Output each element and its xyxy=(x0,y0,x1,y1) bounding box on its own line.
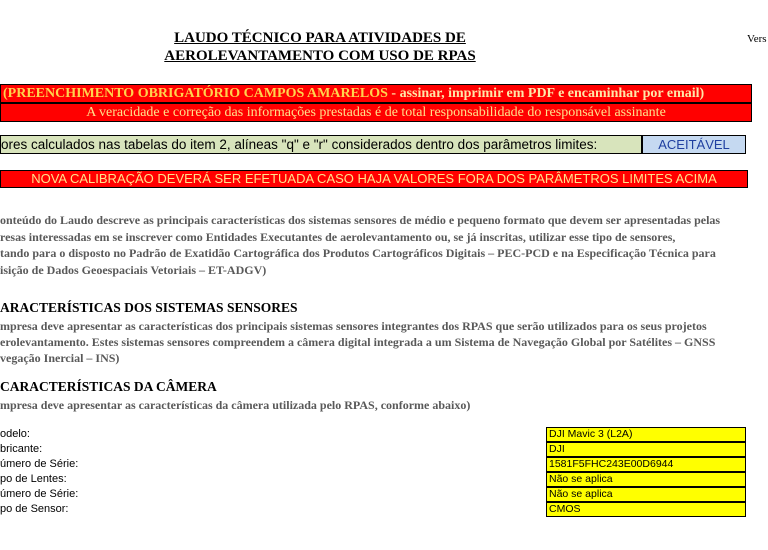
section2-heading: CARACTERÍSTICAS DA CÂMERA xyxy=(0,379,217,394)
camera-serial-input[interactable]: 1581F5FHC243E00D6944 xyxy=(546,457,746,472)
intro-line-3: tando para o disposto no Padrão de Exatidão Cartográfica dos Produtos Cartográficos Digitais – PEC-PCD e na Especificação Técnica para xyxy=(0,246,716,260)
section2-line-1: mpresa deve apresentar as características da câmera utilizada pelo RPAS, conforme abaixo) xyxy=(0,398,471,412)
document-title-line1: LAUDO TÉCNICO PARA ATIVIDADES DE xyxy=(174,30,466,46)
responsibility-notice: A veracidade e correção das informações prestadas é de total responsabilidade do responsável assinante xyxy=(0,103,752,122)
section1-heading: ARACTERÍSTICAS DOS SISTEMAS SENSORES xyxy=(0,300,298,315)
camera-model-label: odelo: xyxy=(0,428,30,440)
camera-manufacturer-label: bricante: xyxy=(0,443,43,455)
mandatory-notice-part1: (PREENCHIMENTO OBRIGATÓRIO CAMPOS AMARELOS xyxy=(3,86,388,101)
intro-line-1: onteúdo do Laudo descreve as principais características dos sistemas sensores de médio e pequeno formato que devem ser apresentadas pelas xyxy=(0,213,721,227)
mandatory-notice-part2: - assinar, imprimir em PDF e encaminhar por email) xyxy=(387,86,705,101)
section1-line-3: vegação Inercial – INS) xyxy=(0,351,120,365)
mandatory-fields-notice xyxy=(0,84,752,103)
section1-line-1: mpresa deve apresentar as características dos principais sistemas sensores integrantes dos RPAS que serão utilizados para os seus projetos xyxy=(0,319,707,333)
section1-line-2: erolevantamento. Estes sistemas sensores compreendem a câmera digital integrada a um Sistema de Navegação Global por Satélites – GNSS xyxy=(0,335,716,349)
version-label: Vers xyxy=(747,33,767,45)
values-status-cell[interactable]: ACEITÁVEL xyxy=(642,135,746,154)
camera-model-input[interactable]: DJI Mavic 3 (L2A) xyxy=(546,427,746,442)
intro-line-4: isição de Dados Geoespaciais Vetoriais – ET-ADGV) xyxy=(0,263,267,277)
values-check-label: ores calculados nas tabelas do item 2, alíneas "q" e "r" considerados dentro dos parâmetros limites: xyxy=(0,135,642,154)
sensor-type-label: po de Sensor: xyxy=(0,503,69,515)
document-title-line2: AEROLEVANTAMENTO COM USO DE RPAS xyxy=(164,48,476,64)
lens-serial-input[interactable]: Não se aplica xyxy=(546,487,746,502)
lens-type-label: po de Lentes: xyxy=(0,473,67,485)
camera-serial-label: úmero de Série: xyxy=(0,458,79,470)
sensor-type-input[interactable]: CMOS xyxy=(546,502,746,517)
camera-manufacturer-input[interactable]: DJI xyxy=(546,442,746,457)
intro-line-2: resas interessadas em se inscrever como Entidades Executantes de aerolevantamento ou, se já inscritas, utilizar esse tipo de sensores, xyxy=(0,230,676,244)
recalibration-notice: NOVA CALIBRAÇÃO DEVERÁ SER EFETUADA CASO HAJA VALORES FORA DOS PARÂMETROS LIMITES ACIMA xyxy=(0,170,748,188)
lens-type-input[interactable]: Não se aplica xyxy=(546,472,746,487)
lens-serial-label: úmero de Série: xyxy=(0,488,79,500)
